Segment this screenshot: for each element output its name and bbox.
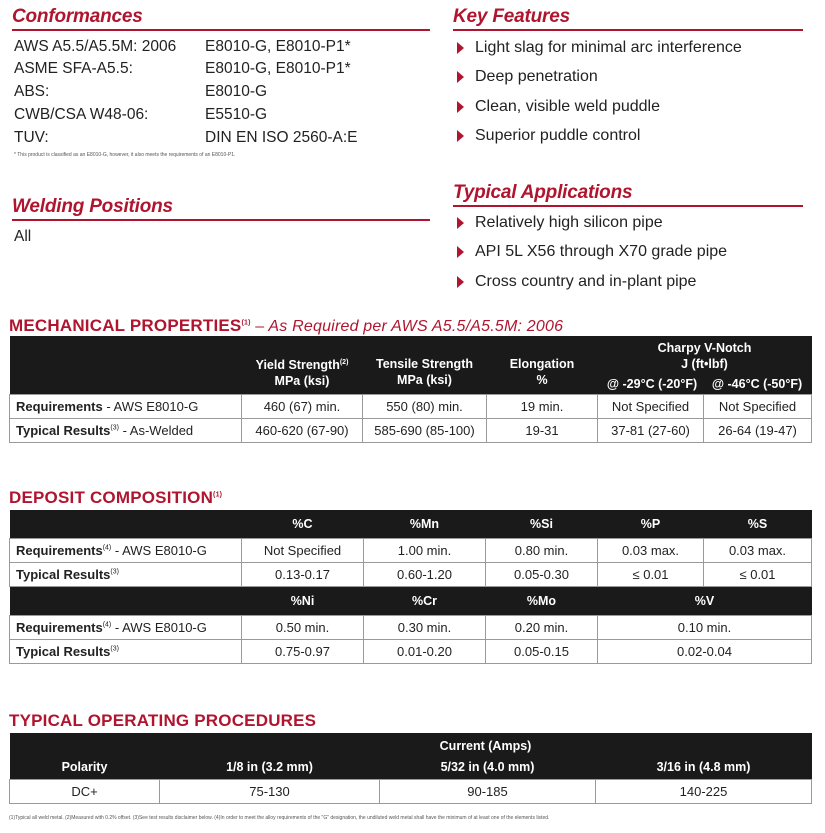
- header-cell: 3/16 in (4.8 mm): [596, 755, 812, 779]
- header-blank: [10, 336, 242, 394]
- bullet-arrow-icon: [457, 71, 464, 83]
- table-cell: 19 min.: [487, 394, 598, 418]
- table-cell: 0.20 min.: [486, 615, 598, 639]
- row-label: Requirements$^{(4)}$ - AWS E8010-G: [10, 615, 242, 639]
- table-cell: Not Specified: [598, 394, 704, 418]
- conformance-standard: AWS A5.5/A5.5M: 2006: [14, 38, 177, 55]
- table-cell: 0.05-0.15: [486, 639, 598, 663]
- mechanical-properties-title: MECHANICAL PROPERTIES$^{(1)}$ – As Required per AWS A5.5/A5.5M: 2006: [9, 316, 564, 335]
- table-cell: 460 (67) min.: [242, 394, 363, 418]
- table-cell: 90-185: [380, 779, 596, 803]
- header-cell: %C: [242, 510, 364, 538]
- table-header-row: [10, 755, 812, 779]
- table-row: [10, 418, 812, 442]
- conformance-standard: ABS:: [14, 83, 50, 100]
- table-cell: 0.03 max.: [598, 538, 704, 562]
- welding-positions-rule: [12, 219, 430, 221]
- table-row: [10, 394, 812, 418]
- header-cell: %Mn: [364, 510, 486, 538]
- bullet-arrow-icon: [457, 101, 464, 113]
- list-item: Cross country and in-plant pipe: [455, 272, 727, 301]
- header-elongation: Elongation %: [487, 336, 598, 394]
- table-footnotes: (1)Typical all weld metal. (2)Measured with 0.2% offset. (3)See test results disclaimer below. (4)In order to meet the alloy requirements of the "G" designation, the undiluted weld metal shall have the minimum of at least one of the elements listed.: [9, 815, 550, 821]
- header-current: Current (Amps): [160, 733, 812, 755]
- table-cell: Not Specified: [704, 394, 812, 418]
- typical-applications-title: Typical Applications: [453, 182, 633, 203]
- table-row: [10, 779, 812, 803]
- table-cell: 0.60-1.20: [364, 562, 486, 586]
- table-cell: ≤ 0.01: [704, 562, 812, 586]
- welding-positions-title: Welding Positions: [12, 196, 173, 217]
- table-header-row: [10, 586, 812, 615]
- list-item: Deep penetration: [455, 67, 742, 96]
- welding-positions-value: All: [14, 228, 32, 245]
- header-cell: %P: [598, 510, 704, 538]
- conformance-standard: ASME SFA-A5.5:: [14, 60, 133, 77]
- table-cell: 140-225: [596, 779, 812, 803]
- key-features-title: Key Features: [453, 6, 570, 27]
- header-yield: Yield Strength$^{(2)}$ MPa (ksi): [242, 336, 363, 394]
- mechanical-properties-table: [9, 336, 812, 443]
- table-cell: 19-31: [487, 418, 598, 442]
- table-cell: 550 (80) min.: [363, 394, 487, 418]
- table-cell: 0.02-0.04: [598, 639, 812, 663]
- list-item: Superior puddle control: [455, 126, 742, 155]
- bullet-arrow-icon: [457, 246, 464, 258]
- table-row: [10, 615, 812, 639]
- typical-applications-list: [455, 213, 727, 301]
- table-header-row: [10, 510, 812, 538]
- conformance-footnote: * This product is classified as an E8010-G, however, it also meets the requirements of an E8010-P1.: [14, 152, 236, 158]
- bullet-arrow-icon: [457, 276, 464, 288]
- table-cell: 26-64 (19-47): [704, 418, 812, 442]
- table-cell: 0.80 min.: [486, 538, 598, 562]
- conformance-value: DIN EN ISO 2560-A:E: [205, 129, 358, 146]
- header-blank: [10, 733, 160, 755]
- header-cell: %S: [704, 510, 812, 538]
- row-label: Typical Results$^{(3)}$: [10, 562, 242, 586]
- table-cell: 460-620 (67-90): [242, 418, 363, 442]
- header-cell: 1/8 in (3.2 mm): [160, 755, 380, 779]
- table-cell: 585-690 (85-100): [363, 418, 487, 442]
- conformance-value: E8010-G, E8010-P1*: [205, 60, 351, 77]
- list-item: Light slag for minimal arc interference: [455, 38, 742, 67]
- header-blank: [10, 510, 242, 538]
- row-label: Typical Results$^{(3)}$ - As-Welded: [10, 418, 242, 442]
- table-cell: 1.00 min.: [364, 538, 486, 562]
- table-cell: 37-81 (27-60): [598, 418, 704, 442]
- deposit-composition-table: [9, 510, 812, 664]
- table-cell: 0.01-0.20: [364, 639, 486, 663]
- deposit-composition-title: DEPOSIT COMPOSITION$^{(1)}$: [9, 488, 223, 507]
- table-header-row: [10, 733, 812, 755]
- operating-procedures-table: [9, 733, 812, 804]
- table-cell: 0.50 min.: [242, 615, 364, 639]
- table-cell: DC+: [10, 779, 160, 803]
- table-cell: 0.75-0.97: [242, 639, 364, 663]
- header-blank: [10, 586, 242, 615]
- table-header-row: [10, 336, 812, 394]
- header-charpy: Charpy V-Notch J (ft•lbf) @ -29°C (-20°F) @ -46°C (-50°F): [598, 336, 812, 394]
- operating-procedures-title: TYPICAL OPERATING PROCEDURES: [9, 711, 317, 730]
- list-item: API 5L X56 through X70 grade pipe: [455, 242, 727, 271]
- key-features-rule: [453, 29, 803, 31]
- header-cell: %Mo: [486, 586, 598, 615]
- conformance-value: E8010-G, E8010-P1*: [205, 38, 351, 55]
- table-cell: 0.05-0.30: [486, 562, 598, 586]
- header-cell: %Ni: [242, 586, 364, 615]
- conformance-standard: CWB/CSA W48-06:: [14, 106, 149, 123]
- table-cell: ≤ 0.01: [598, 562, 704, 586]
- header-polarity: Polarity: [10, 755, 160, 779]
- header-cell: %V: [598, 586, 812, 615]
- conformances-rule: [12, 29, 430, 31]
- table-cell: 0.10 min.: [598, 615, 812, 639]
- header-cell: %Cr: [364, 586, 486, 615]
- table-cell: 0.13-0.17: [242, 562, 364, 586]
- row-label: Requirements - AWS E8010-G: [10, 394, 242, 418]
- table-row: [10, 538, 812, 562]
- conformances-title: Conformances: [12, 6, 143, 27]
- list-item: Clean, visible weld puddle: [455, 97, 742, 126]
- header-cell: 5/32 in (4.0 mm): [380, 755, 596, 779]
- row-label: Typical Results$^{(3)}$: [10, 639, 242, 663]
- typical-applications-rule: [453, 205, 803, 207]
- conformance-value: E5510-G: [205, 106, 268, 123]
- conformance-standard: TUV:: [14, 129, 49, 146]
- table-cell: 0.30 min.: [364, 615, 486, 639]
- header-tensile: Tensile Strength MPa (ksi): [363, 336, 487, 394]
- table-cell: 75-130: [160, 779, 380, 803]
- bullet-arrow-icon: [457, 130, 464, 142]
- list-item: Relatively high silicon pipe: [455, 213, 727, 242]
- table-row: [10, 562, 812, 586]
- header-cell: %Si: [486, 510, 598, 538]
- key-features-list: [455, 38, 742, 155]
- conformance-value: E8010-G: [205, 83, 268, 100]
- table-cell: 0.03 max.: [704, 538, 812, 562]
- bullet-arrow-icon: [457, 217, 464, 229]
- table-row: [10, 639, 812, 663]
- bullet-arrow-icon: [457, 42, 464, 54]
- table-cell: Not Specified: [242, 538, 364, 562]
- row-label: Requirements$^{(4)}$ - AWS E8010-G: [10, 538, 242, 562]
